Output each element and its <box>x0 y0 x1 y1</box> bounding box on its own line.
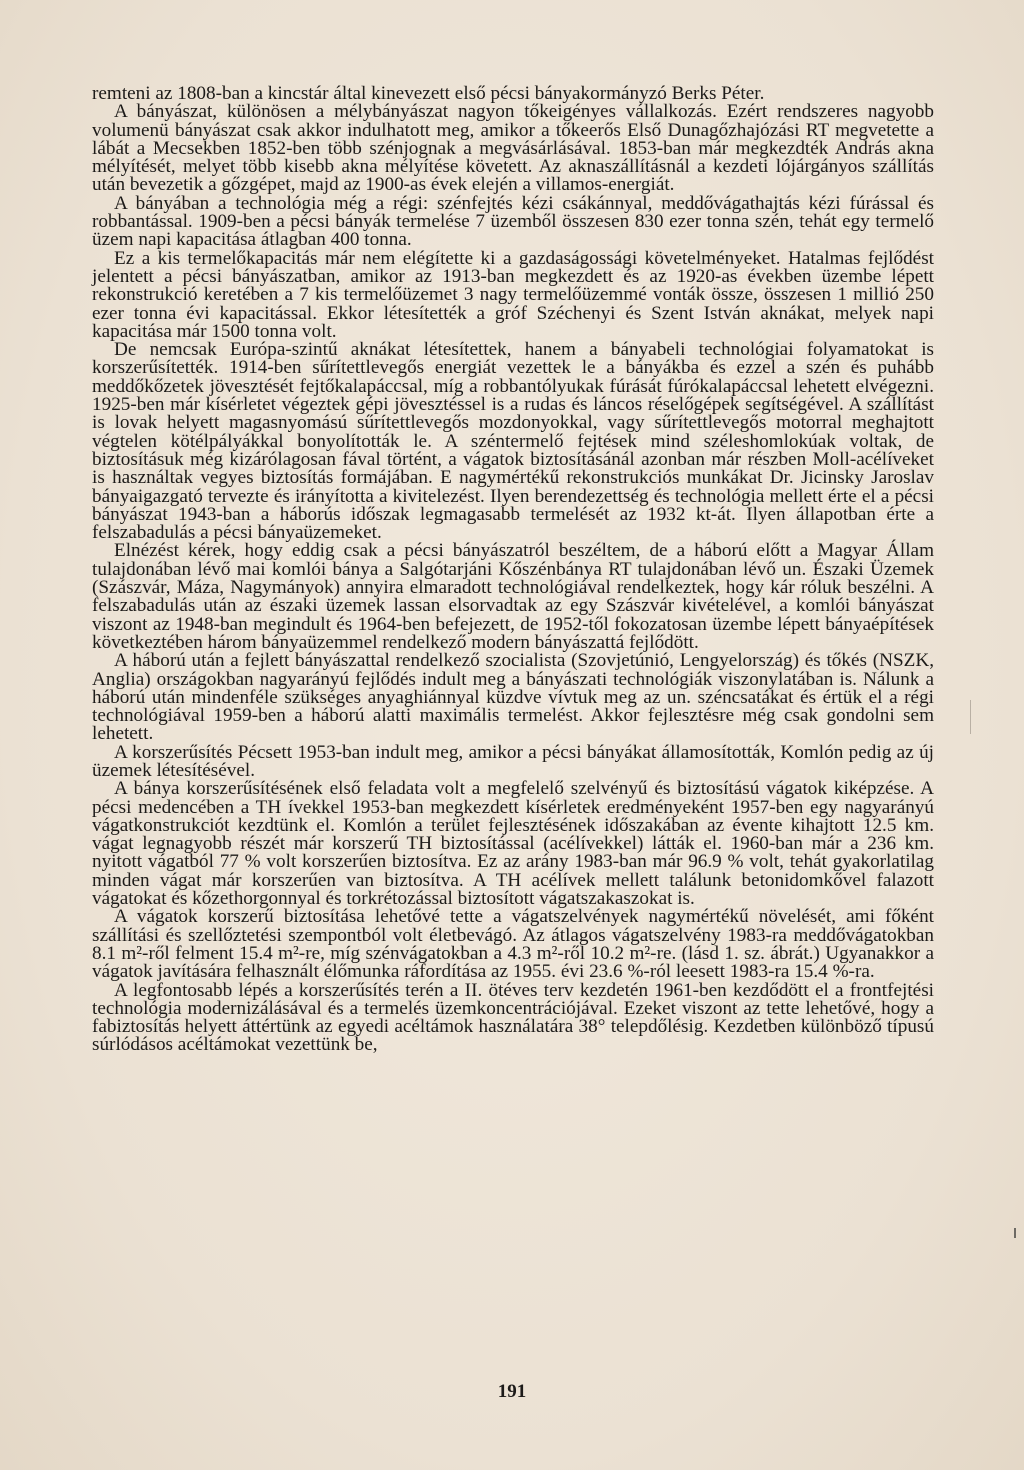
paragraph: A vágatok korszerű biztosítása lehetővé tette a vágatszelvények nagymértékű növelését, ami főként szállítási és szellőztetési szempontból volt életbevágó. Az átlagos vágatszelvény 1983-ra meddővágatokban 8.1 m²-ről felment 15.4 m²-re, míg szénvágatokban a 4.3 m²-ről 10.2 m²-re. (lásd 1. sz. ábrát.) Ugyanakkor a vágatok javítására felhasznált élőmunka ráfordítása az 1955. évi 23.6 %-ról leesett 1983-ra 15.4 %-ra. <box>92 906 934 983</box>
paragraph: A korszerűsítés Pécsett 1953-ban indult meg, amikor a pécsi bányákat államosították, Komlón pedig az új üzemek létesítésével. <box>92 741 934 781</box>
paragraph: A bányában a technológia még a régi: szénfejtés kézi csákánnyal, meddővágathajtás kézi fúrással és robbantással. 1909-ben a pécsi bányák termelése 7 üzemből összesen 830 ezer tonna szén, tehát egy termelő üzem napi kapacitása átlagban 400 tonna. <box>92 192 934 251</box>
paragraph: Ez a kis termelőkapacitás már nem elégítette ki a gazdaságossági követelményeket. Hatalmas fejlődést jelentett a pécsi bányászatban, amikor az 1913-ban megkezdett és az 1920-as években üzembe lépett rekonstrukció keretében a 7 kis termelőüzemet 3 nagy termelőüzemmé vonták össze, összesen 1 millió 250 ezer tonna évi kapacitással. Ekkor létesítették a gróf Széchenyi és Szent István aknákat, melyek napi kapacitása már 1500 tonna volt. <box>92 247 934 342</box>
paragraph: remteni az 1808-ban a kincstár által kinevezett első pécsi bányakormányzó Berks Péter. <box>92 83 765 104</box>
margin-mark <box>1014 1228 1016 1238</box>
margin-mark <box>970 700 971 734</box>
paragraph: A legfontosabb lépés a korszerűsítés terén a II. ötéves terv kezdetén 1961-ben kezdődött el a frontfejtési technológia modernizálásával és a termelés üzemkoncentrációjával. Ezeket viszont az tette lehetővé, hogy a fabiztosítás helyett áttértünk az egyedi acéltámok használatára 38° telepdőlésig. Kezdetben különböző típusú súrlódásos acéltámokat vezettünk be, <box>92 979 934 1056</box>
paragraph: A bánya korszerűsítésének első feladata volt a megfelelő szelvényű és biztosítású vágatok kiképzése. A pécsi medencében a TH ívekkel 1953-ban megkezdett kísérletek eredményeként 1957-ben egy nagyarányú vágatkonstrukciót kezdtünk el. Komlón a terület fejlesztésének időszakában az évente kihajtott 12.5 km. vágat legnagyobb részét már korszerű TH biztosítással (acélívekkel) látták el. 1960-ban már a 236 km. nyitott vágatból 77 % volt korszerűen biztosítva. Ez az arány 1983-ban már 96.9 % volt, tehát gyakorlatilag minden vágat már korszerűen van biztosítva. A TH acélívek mellett találunk betonidomkővel falazott vágatokat és kőzethorgonnyal és torkrétozással biztosított vágatszakaszokat is. <box>92 778 934 910</box>
body-text <box>92 85 934 1055</box>
paragraph: A bányászat, különösen a mélybányászat nagyon tőkeigényes vállalkozás. Ezért rendszeres nagyobb volumenü bányászat csak akkor indulhatott meg, amikor a tőkeerős Első Dunagőzhajózási RT megvetette a lábát a Mecsekben 1852-ben több szénjognak a megvásárlásával. 1853-ban már megkezdték András akna mélyítését, melyet több kisebb akna mélyítése követett. Az aknaszállításnál a kezdeti lójárgányos szállítás után bevezetik a gőzgépet, majd az 1900-as évek elején a villamos-energiát. <box>92 101 934 196</box>
page-number: 191 <box>497 1381 527 1402</box>
paragraph: Elnézést kérek, hogy eddig csak a pécsi bányászatról beszéltem, de a háború előtt a Magyar Állam tulajdonában lévő mai komlói bánya a Salgótarjáni Kőszénbánya RT tulajdonában lévő un. Északi Üzemek (Szászvár, Máza, Nagymányok) annyira elmaradott technológiával rendelkeztek, hogy kár róluk beszélni. A felszabadulás után az északi üzemek lassan elsorvadtak az egy Szászvár kivételével, a komlói bányászat viszont az 1948-ban megindult és 1964-ben befejezett, de 1952-től fokozatosan üzembe lépett bányaépítések következtében három bányaüzemmel rendelkező modern bányászattá fejlődött. <box>92 540 934 653</box>
paragraph: A háború után a fejlett bányászattal rendelkező szocialista (Szovjetúnió, Lengyelország) és tőkés (NSZK, Anglia) országokban nagyarányú fejlődés indult meg a bányászati technológiák viszonylatában is. Nálunk a háború után mindenféle szükséges anyaghiánnyal küzdve vívtuk meg az un. széncsatákat és értük el a régi technológiával 1959-ben a háború alatti maximális termelést. Akkor fejlesztésre még csak gondolni sem lehetett. <box>92 650 934 745</box>
paragraph: De nemcsak Európa-szintű aknákat létesítettek, hanem a bányabeli technológiai folyamatokat is korszerűsítették. 1914-ben sűrítettlevegős energiát vezettek le a bányákba és ezzel a szén és puhább meddőkőzetek jövesztését fejtőkalapáccsal, míg a robbantólyukak fúrását fúrókalapáccsal lehetett elvégezni. 1925-ben már kísérletet végeztek gépi jövesztéssel is a rudas és láncos réselőgépek segítségével. A szállítást is lovak helyett magasnyomású sűrítettlevegős mozdonyokkal, vagy sűrítettlevegős motorral meghajtott végtelen kötélpályákkal bonyolították le. A széntermelő fejtések mind széleshomlokúak voltak, de biztosításuk még kizárólagosan fával történt, a vágatok biztosításánál azonban már részben Moll-acélíveket is használtak vegyes biztosítás formájában. E nagymértékű rekonstrukciós munkákat Dr. Jicinsky Jaroslav bányaigazgató tervezte és irányította a kivitelezést. Ilyen berendezettség és technológia mellett érte el a pécsi bányászat 1943-ban a háborús időszak legmagasabb termelését az 1932 kt-át. Ilyen állapotban érte a felszabadulás a pécsi bányaüzemeket. <box>92 339 934 544</box>
